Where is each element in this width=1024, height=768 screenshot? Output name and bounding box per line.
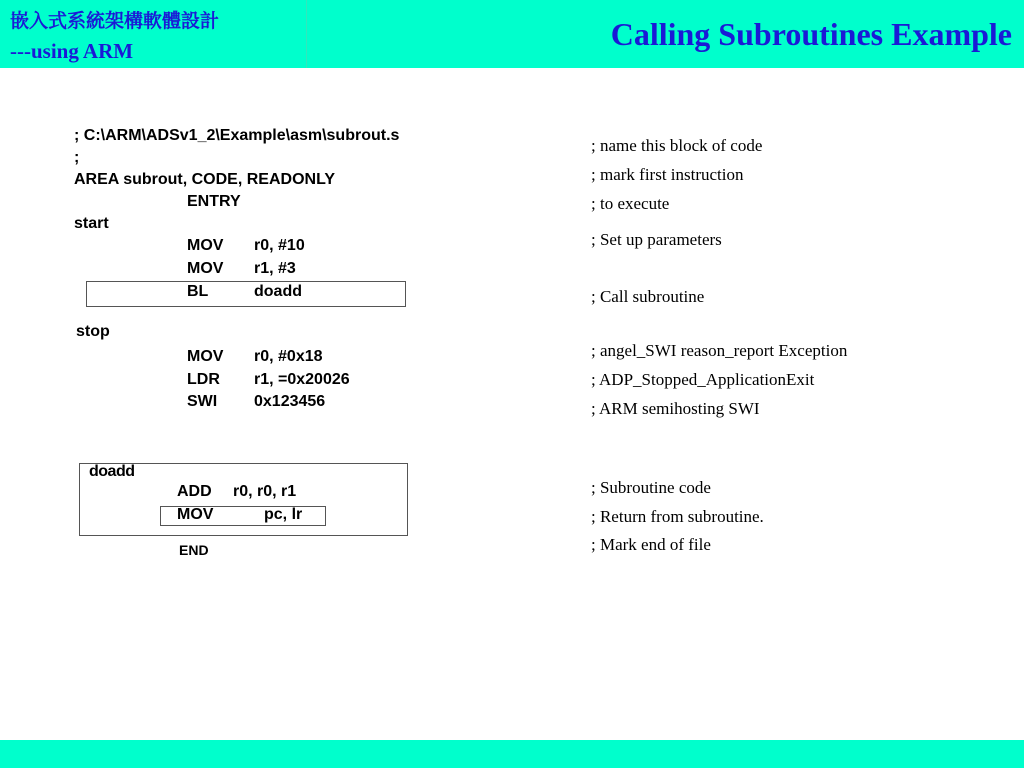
- bl-highlight-box: [86, 281, 406, 307]
- course-subtitle: ---using ARM: [10, 39, 134, 63]
- comment-call-subroutine: ; Call subroutine: [591, 287, 705, 306]
- comment-angel-swi: ; angel_SWI reason_report Exception: [591, 341, 848, 360]
- code-start-label: start: [74, 215, 109, 232]
- comment-mark-first: ; mark first instruction: [591, 165, 744, 184]
- code-movpc-op: MOV: [177, 506, 214, 523]
- comment-return: ; Return from subroutine.: [591, 507, 764, 526]
- code-mov2-args: r1, #3: [254, 260, 296, 277]
- code-entry-directive: ENTRY: [187, 193, 241, 210]
- code-add-args: r0, r0, r1: [233, 483, 297, 500]
- comment-end-of-file: ; Mark end of file: [591, 535, 711, 554]
- code-movpc-args: pc, lr: [264, 506, 303, 523]
- code-mov2-op: MOV: [187, 260, 224, 277]
- code-mov3-args: r0, #0x18: [254, 348, 323, 365]
- code-add-op: ADD: [177, 483, 212, 500]
- comment-adp-stopped: ; ADP_Stopped_ApplicationExit: [591, 370, 815, 389]
- code-doadd-label: doadd: [89, 463, 135, 480]
- code-blank-comment: ;: [74, 149, 80, 166]
- comment-subroutine-code: ; Subroutine code: [591, 478, 711, 497]
- code-ldr-args: r1, =0x20026: [254, 371, 350, 388]
- course-title: 嵌入式系統架構軟體設計: [10, 10, 220, 32]
- slide-footer: [0, 740, 1024, 768]
- code-swi-args: 0x123456: [254, 393, 326, 410]
- code-mov1-args: r0, #10: [254, 237, 305, 254]
- code-end-directive: END: [179, 542, 209, 558]
- code-ldr-op: LDR: [187, 371, 220, 388]
- code-bl-args: doadd: [254, 283, 302, 300]
- comment-name-block: ; name this block of code: [591, 136, 763, 155]
- slide-header: [0, 0, 1024, 68]
- comment-setup-params: ; Set up parameters: [591, 230, 722, 249]
- course-title-block: [0, 0, 307, 68]
- code-bl-op: BL: [187, 283, 209, 300]
- comment-semihosting: ; ARM semihosting SWI: [591, 399, 760, 418]
- code-swi-op: SWI: [187, 393, 218, 410]
- code-path-comment: ; C:\ARM\ADSv1_2\Example\asm\subrout.s: [74, 127, 400, 144]
- comment-to-execute: ; to execute: [591, 194, 670, 213]
- code-mov3-op: MOV: [187, 348, 224, 365]
- code-mov1-op: MOV: [187, 237, 224, 254]
- code-stop-label: stop: [76, 323, 110, 340]
- slide-title: Calling Subroutines Example: [610, 16, 1012, 52]
- code-area-directive: AREA subrout, CODE, READONLY: [74, 171, 336, 188]
